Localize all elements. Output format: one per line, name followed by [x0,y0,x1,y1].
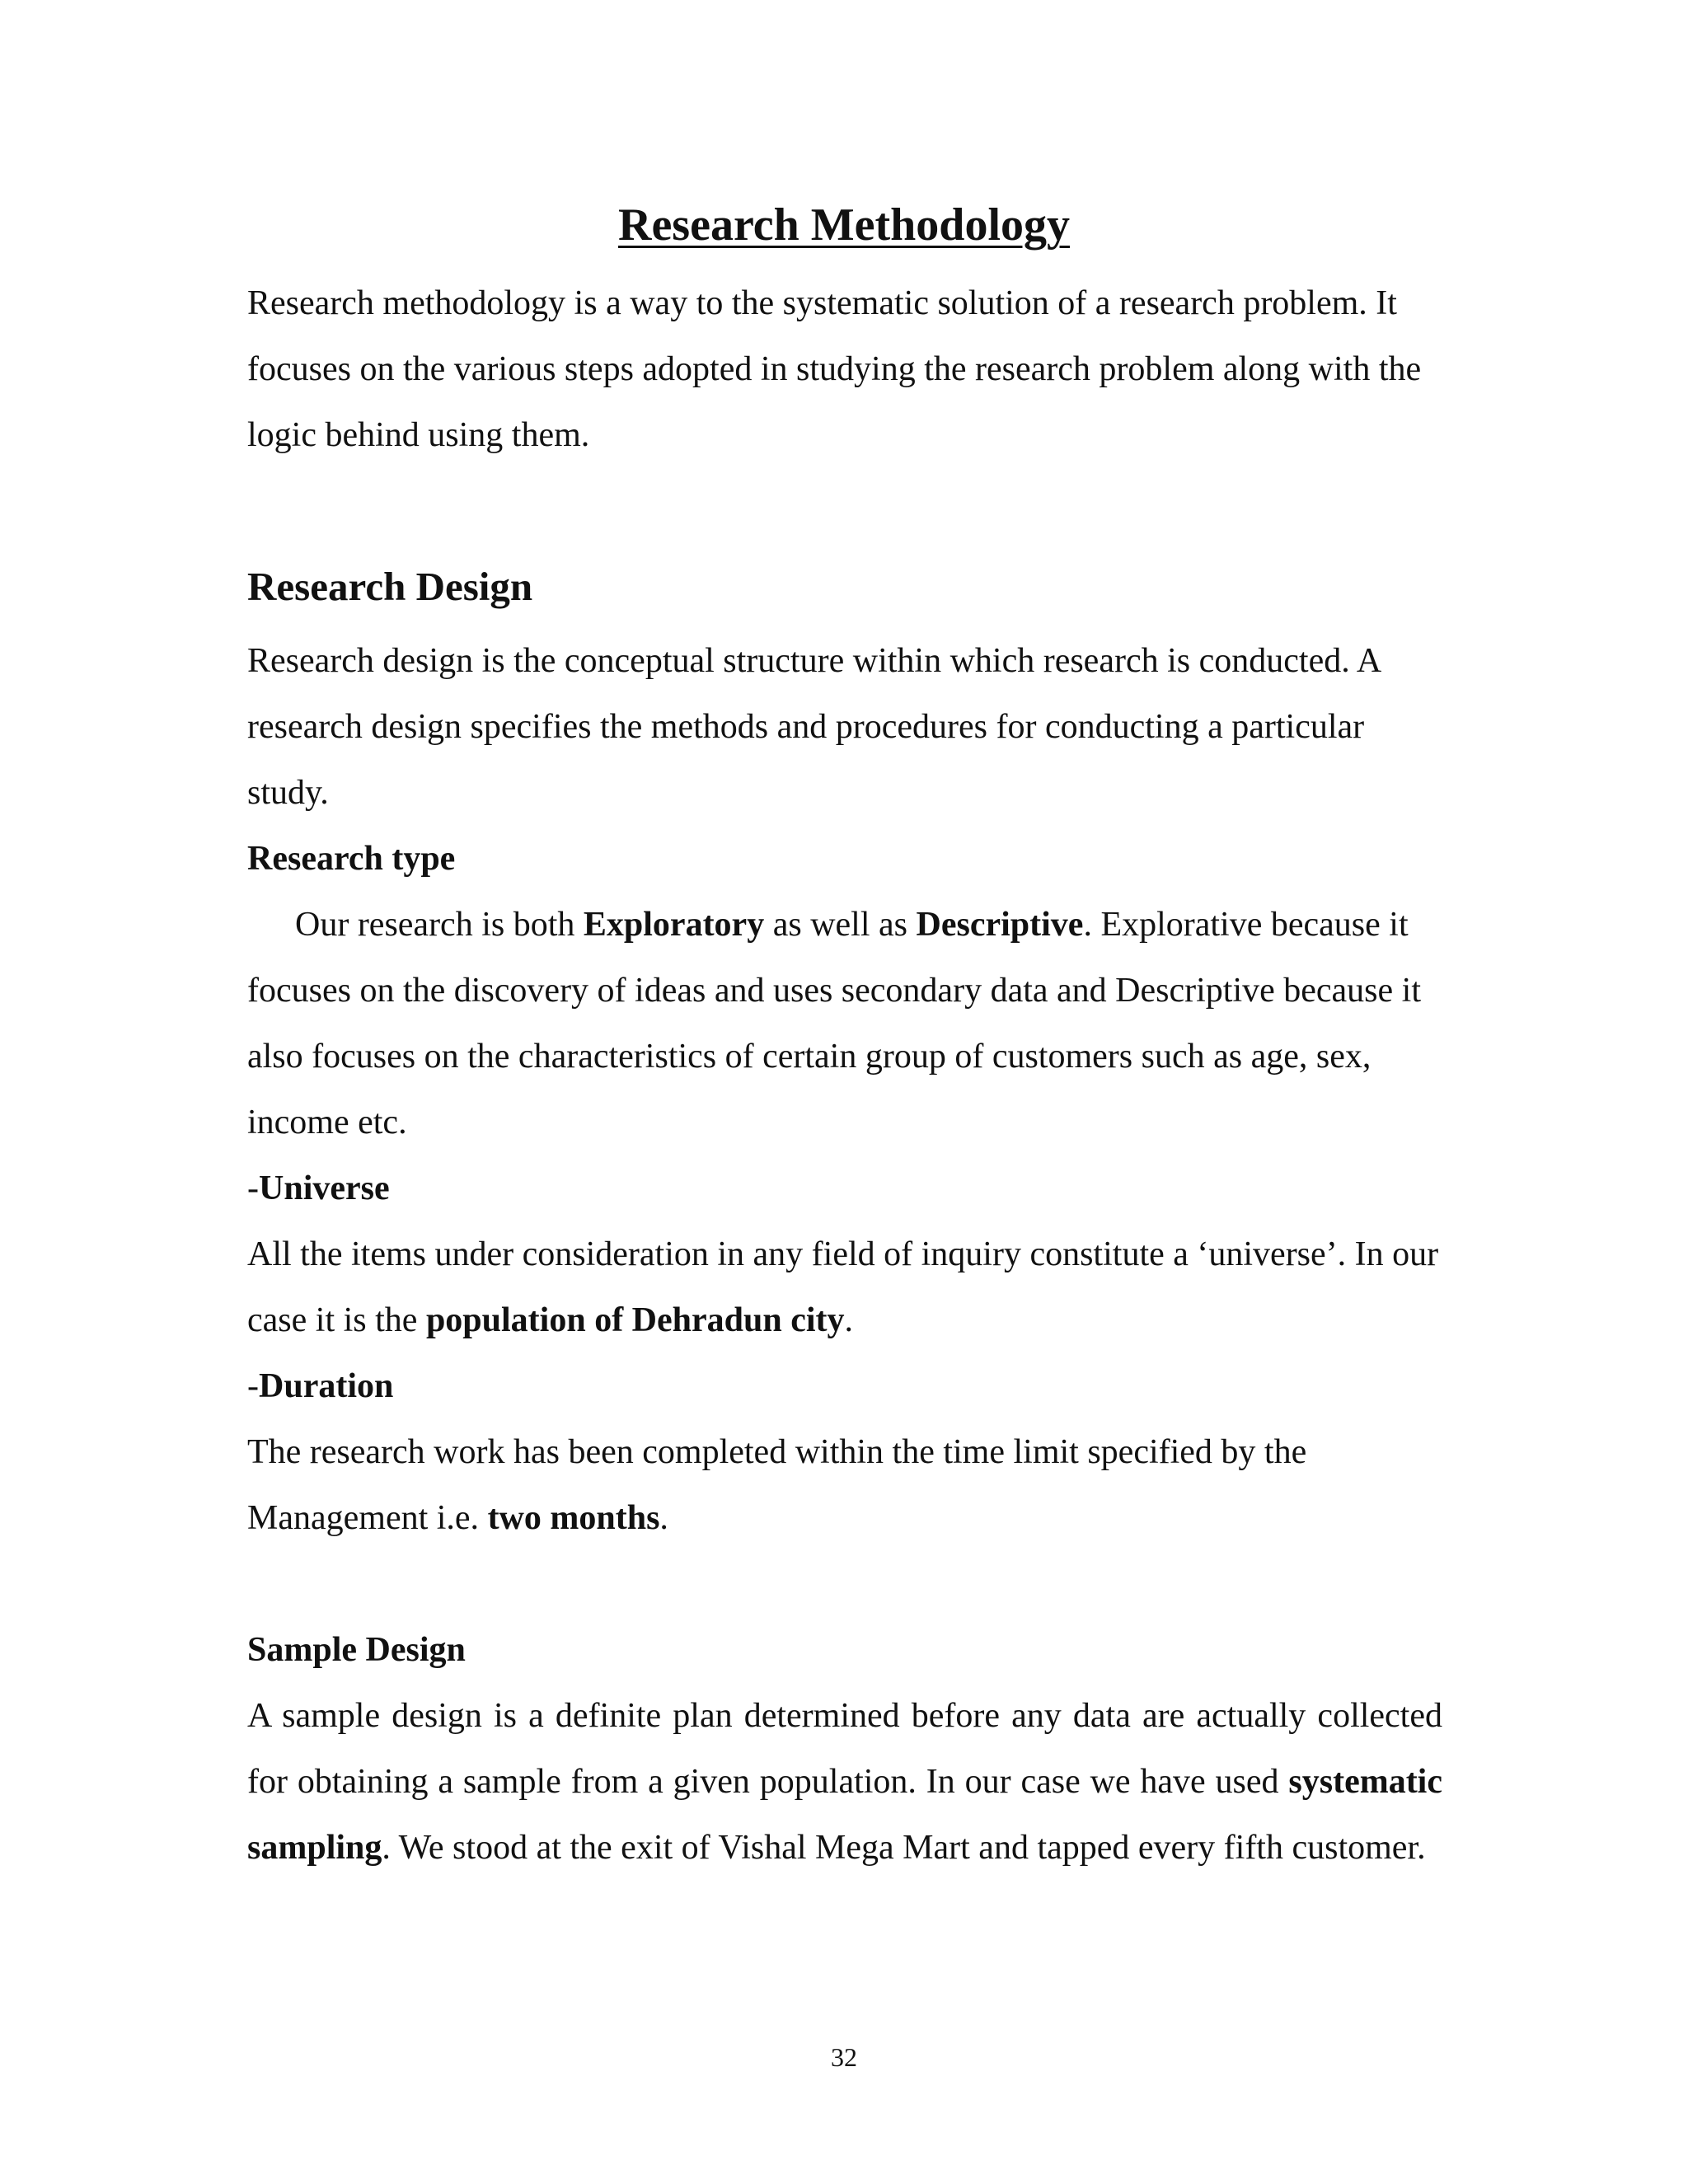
research-design-paragraph: Research design is the conceptual structure within which research is conducted. A research design specifies the methods and procedures for conducting a particular study. [247,642,1380,812]
duration-text-1: The research work has been completed within the time limit specified by the Management i.e. [247,1433,1307,1537]
research-type-text-3: . Explorative because it focuses on the discovery of ideas and uses secondary data and Descriptive because it also focuses on the characteristics of certain group of customers such as age, sex, income etc. [247,906,1422,1141]
research-design-heading: Research Design [247,564,533,609]
universe-dash: - [247,1169,259,1207]
sample-design-text-1: A sample design is a definite plan determined before any data are actually collected for obtaining a sample from a given population. In our case we have used [247,1697,1442,1801]
duration-heading-label: Duration [259,1367,394,1405]
universe-text-2: . [844,1301,854,1339]
universe-heading-label: Universe [259,1169,390,1207]
duration-heading [247,1353,1442,1419]
universe-heading [247,1155,1442,1221]
duration-paragraph [247,1419,1442,1551]
systematic-sampling-term: systematic sampling [247,1763,1442,1867]
research-type-text-1: Our research is both [295,906,584,944]
sample-design-heading: Sample Design [247,1631,466,1669]
exploratory-term: Exploratory [583,906,765,944]
duration-text-2: . [659,1499,668,1537]
descriptive-term: Descriptive [916,906,1084,944]
page-number: 32 [831,2042,857,2072]
intro-paragraph: Research methodology is a way to the systematic solution of a research problem. It focuses on the various steps adopted in studying the research problem along with the logic behind using them. [247,284,1422,454]
sample-design-text-2: . We stood at the exit of Vishal Mega Mart and tapped every fifth customer. [382,1829,1426,1867]
universe-population-term: population of Dehradun city [425,1301,845,1339]
research-type-heading: Research type [247,840,456,878]
duration-term: two months [487,1499,660,1537]
sample-design-paragraph [247,1683,1442,1881]
duration-dash: - [247,1367,259,1405]
research-type-paragraph [247,892,1442,1155]
universe-text-1: All the items under consideration in any field of inquiry constitute a ‘universe’. In our case it is the [247,1235,1439,1339]
universe-paragraph [247,1221,1442,1353]
research-type-text-2: as well as [764,906,917,944]
page-title: Research Methodology [618,199,1070,251]
